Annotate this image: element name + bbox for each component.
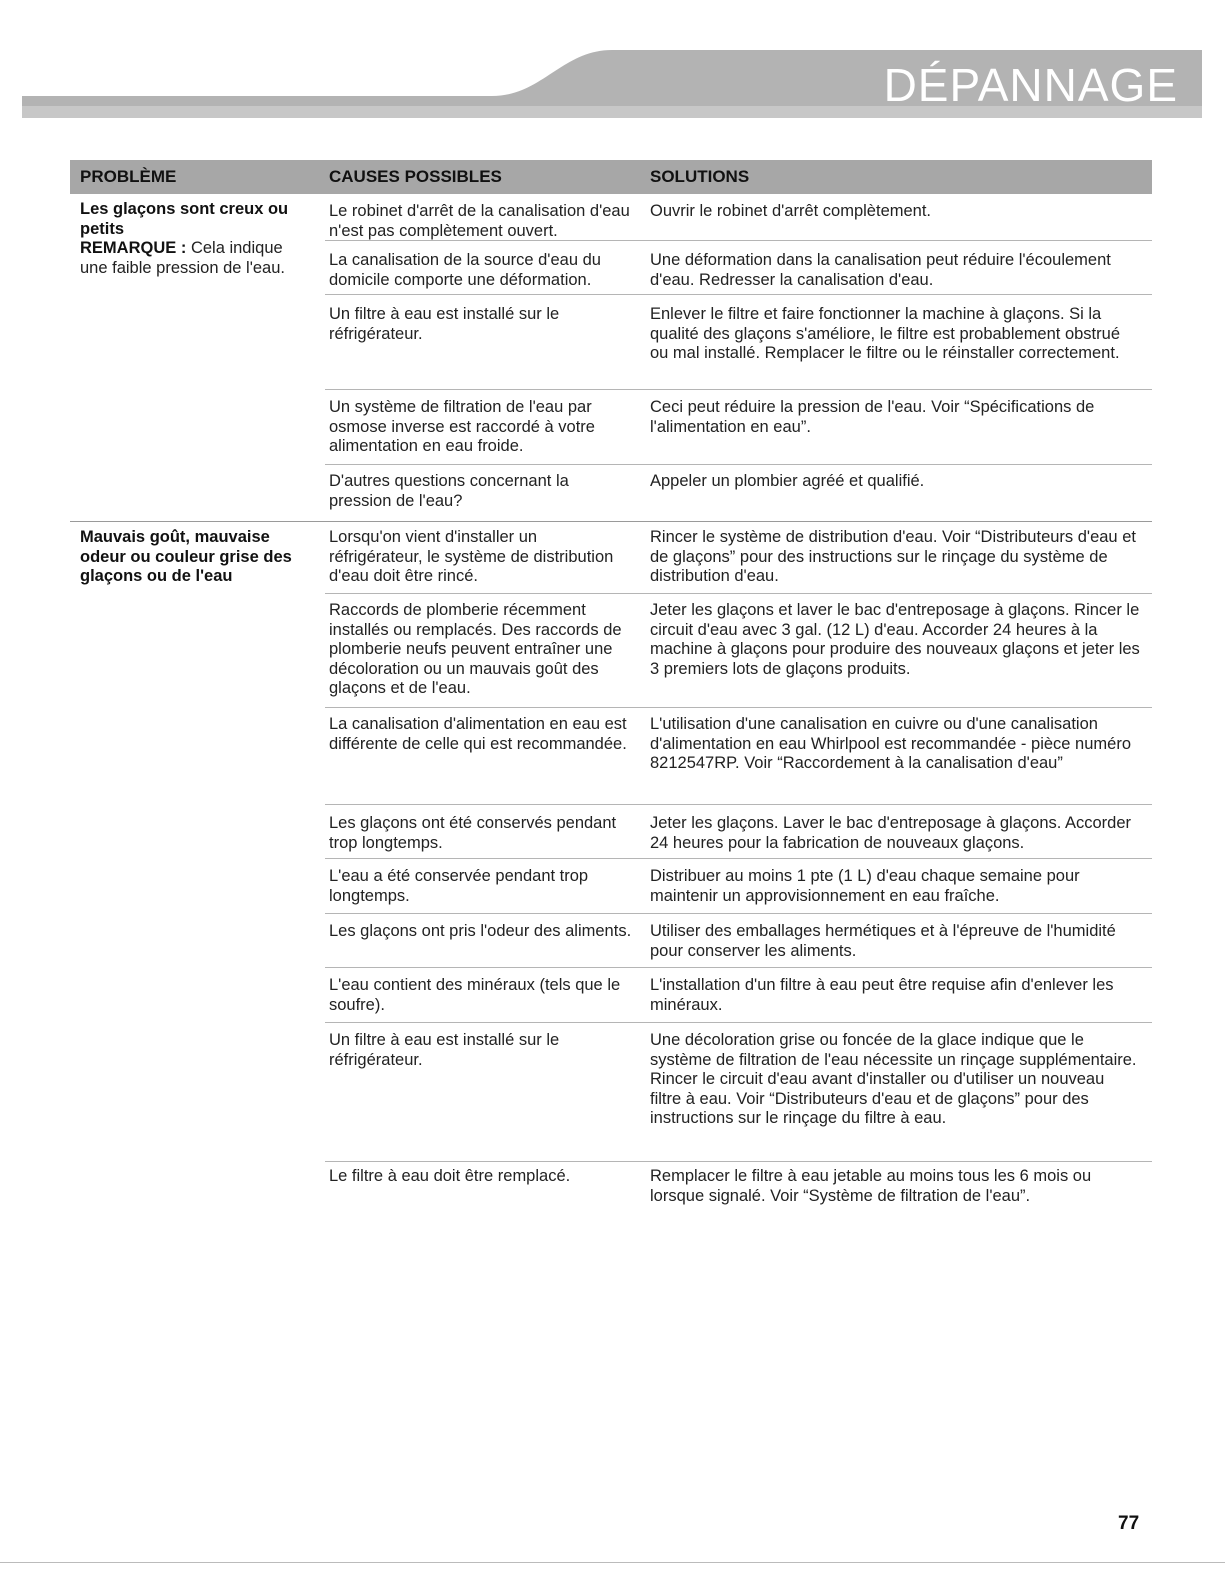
solution-cell: Jeter les glaçons et laver le bac d'entreposage à glaçons. Rincer le circuit d'eau avec 3 gal. (12 L) d'eau. Accorder 24 heures à la machine à glaçons pour produire des nouveaux glaçons et jeter les 3 premiers lots de glaçons produits. — [650, 601, 1140, 678]
problem-note-label: REMARQUE : — [80, 239, 187, 257]
solution-cell: Une décoloration grise ou foncée de la glace indique que le système de filtration de l'eau nécessite un rinçage supplémentaire. Rincer le circuit d'eau avant d'installer ou d'utiliser un nouveau filtre à eau. Voir “Distributeurs d'eau et de glaçons” pour des instructions sur le rinçage du filtre à eau. — [650, 1031, 1137, 1127]
table-row — [325, 389, 1152, 464]
column-header-causes: CAUSES POSSIBLES — [329, 167, 502, 186]
table-row — [325, 593, 1152, 707]
cause-cell: Lorsqu'on vient d'installer un réfrigérateur, le système de distribution d'eau doit être rincé. — [329, 528, 614, 585]
table-row — [325, 804, 1152, 858]
cause-cell: L'eau contient des minéraux (tels que le soufre). — [329, 976, 621, 1014]
table-row — [325, 522, 1152, 593]
page-number: 77 — [1118, 1513, 1140, 1534]
solution-cell: Appeler un plombier agréé et qualifié. — [650, 472, 925, 490]
table-row — [325, 913, 1152, 967]
table-row — [325, 294, 1152, 389]
problem-group — [70, 521, 1152, 1222]
column-header-problem: PROBLÈME — [80, 167, 177, 186]
troubleshooting-table — [70, 198, 1152, 1222]
problem-note-text: Cela indique une faible pression de l'eau. — [80, 239, 285, 277]
problem-group — [70, 198, 1152, 521]
cause-cell: Le robinet d'arrêt de la canalisation d'eau n'est pas complètement ouvert. — [329, 202, 630, 240]
table-header — [70, 160, 1152, 194]
solution-cell: Jeter les glaçons. Laver le bac d'entreposage à glaçons. Accorder 24 heures pour la fabrication de nouveaux glaçons. — [650, 814, 1132, 852]
cause-cell: Un filtre à eau est installé sur le réfrigérateur. — [329, 1031, 560, 1069]
problem-title: Mauvais goût, mauvaise odeur ou couleur grise des glaçons ou de l'eau — [80, 528, 292, 585]
solution-cell: Rincer le système de distribution d'eau. Voir “Distributeurs d'eau et de glaçons” pour des instructions sur le rinçage du système de distribution d'eau. — [650, 528, 1136, 585]
cause-cell: La canalisation d'alimentation en eau est différente de celle qui est recommandée. — [329, 715, 627, 753]
solution-cell: Une déformation dans la canalisation peut réduire l'écoulement d'eau. Redresser la canalisation d'eau. — [650, 251, 1111, 289]
section-banner — [22, 50, 1202, 120]
solution-cell: Ouvrir le robinet d'arrêt complètement. — [650, 202, 932, 220]
solution-cell: Utiliser des emballages hermétiques et à l'épreuve de l'humidité pour conserver les aliments. — [650, 922, 1116, 960]
solution-cell: Ceci peut réduire la pression de l'eau. Voir “Spécifications de l'alimentation en eau”. — [650, 398, 1095, 436]
cause-cell: D'autres questions concernant la pression de l'eau? — [329, 472, 569, 510]
table-row — [325, 1022, 1152, 1161]
problem-cell — [80, 528, 312, 587]
table-row — [325, 464, 1152, 521]
cause-cell: La canalisation de la source d'eau du domicile comporte une déformation. — [329, 251, 601, 289]
table-row — [325, 707, 1152, 804]
bottom-divider — [0, 1562, 1225, 1563]
cause-cell: Les glaçons ont été conservés pendant trop longtemps. — [329, 814, 617, 852]
column-header-solutions: SOLUTIONS — [650, 167, 750, 186]
table-row — [325, 967, 1152, 1022]
problem-cell — [80, 200, 312, 278]
cause-cell: Raccords de plomberie récemment installés ou remplacés. Des raccords de plomberie neufs peuvent entraîner une décoloration ou un mauvais goût des glaçons et de l'eau. — [329, 601, 622, 697]
table-row — [325, 858, 1152, 913]
cause-cell: L'eau a été conservée pendant trop longtemps. — [329, 867, 589, 905]
solution-cell: L'utilisation d'une canalisation en cuivre ou d'une canalisation d'alimentation en eau Whirlpool est recommandée - pièce numéro 8212547RP. Voir “Raccordement à la canalisation d'eau” — [650, 715, 1131, 772]
cause-cell: Un système de filtration de l'eau par osmose inverse est raccordé à votre alimentation en eau froide. — [329, 398, 595, 455]
cause-cell: Les glaçons ont pris l'odeur des aliments. — [329, 922, 632, 940]
solution-cell: Enlever le filtre et faire fonctionner la machine à glaçons. Si la qualité des glaçons s'améliore, le filtre est probablement obstrué ou mal installé. Remplacer le filtre ou le réinstaller correctement. — [650, 305, 1120, 362]
solution-cell: Distribuer au moins 1 pte (1 L) d'eau chaque semaine pour maintenir un approvisionnement en eau fraîche. — [650, 867, 1080, 905]
cause-cell: Le filtre à eau doit être remplacé. — [329, 1167, 571, 1185]
table-row — [325, 1161, 1152, 1222]
table-row — [325, 240, 1152, 294]
solution-cell: L'installation d'un filtre à eau peut être requise afin d'enlever les minéraux. — [650, 976, 1114, 1014]
problem-note — [80, 239, 312, 278]
problem-title: Les glaçons sont creux ou petits — [80, 200, 289, 238]
section-title: DÉPANNAGE — [883, 59, 1178, 111]
solution-cell: Remplacer le filtre à eau jetable au moins tous les 6 mois ou lorsque signalé. Voir “Système de filtration de l'eau”. — [650, 1167, 1092, 1205]
table-row — [325, 198, 1152, 240]
cause-cell: Un filtre à eau est installé sur le réfrigérateur. — [329, 305, 560, 343]
